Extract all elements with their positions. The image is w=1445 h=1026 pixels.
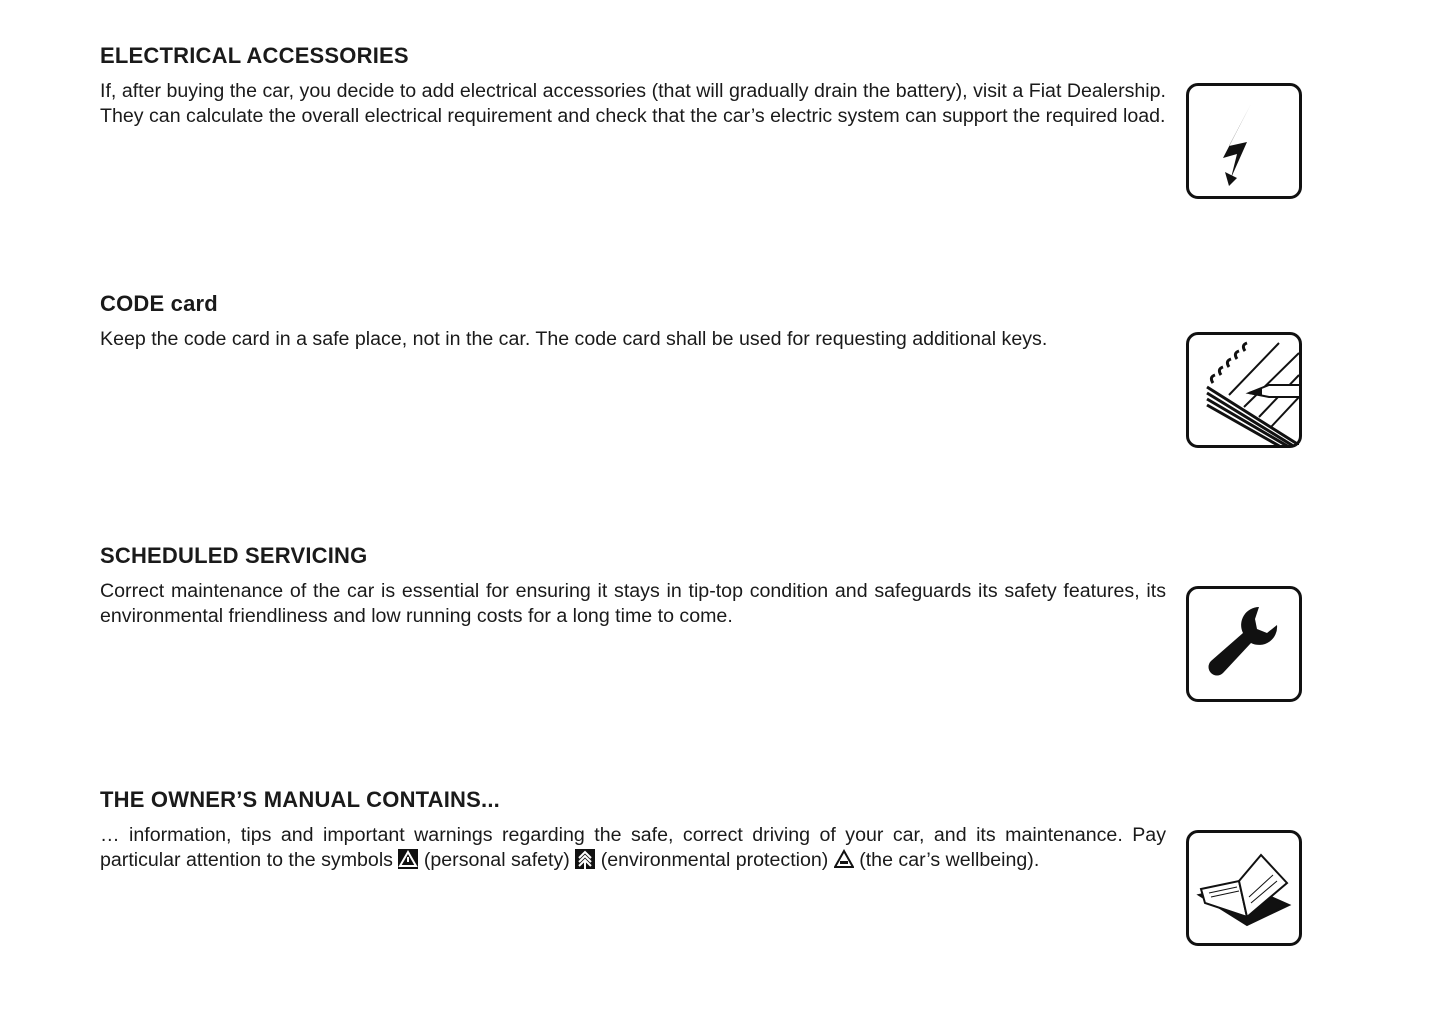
body-text: (the car’s wellbeing). [853, 848, 1040, 871]
body-text: (personal safety) [418, 848, 576, 871]
section-owners-manual [100, 787, 1166, 872]
section-body [100, 823, 1166, 872]
section-electrical-accessories [100, 43, 1166, 128]
section-heading: CODE card [100, 291, 218, 316]
open-book-icon [1186, 830, 1302, 946]
section-body: Keep the code card in a safe place, not in the car. The code card shall be used for requesting additional keys. [100, 328, 1048, 350]
section-heading: ELECTRICAL ACCESSORIES [100, 43, 409, 68]
environmental-protection-icon [575, 849, 595, 869]
personal-safety-icon [398, 849, 418, 869]
section-body: Correct maintenance of the car is essential for ensuring it stays in tip-top condition and safeguards its safety features, its environmental friendliness and low running costs for a long time to come. [100, 580, 1166, 627]
wrench-icon [1186, 586, 1302, 702]
section-scheduled-servicing [100, 543, 1166, 628]
car-wellbeing-icon [834, 849, 854, 869]
section-code-card [100, 291, 1166, 352]
notebook-pencil-icon [1186, 332, 1302, 448]
section-heading: THE OWNER’S MANUAL CONTAINS... [100, 787, 500, 812]
body-text: … information, tips and important warnings regarding the safe, correct driving of your car, and its maintenance. Pay particular attention to the symbols [100, 824, 1166, 871]
section-body: If, after buying the car, you decide to add electrical accessories (that will gradually drain the battery), visit a Fiat Dealership. They can calculate the overall electrical requirement and check that the car’s electric system can support the required load. [100, 80, 1166, 127]
section-heading: SCHEDULED SERVICING [100, 543, 368, 568]
body-text: (environmental protection) [595, 848, 834, 871]
lightning-icon [1186, 83, 1302, 199]
